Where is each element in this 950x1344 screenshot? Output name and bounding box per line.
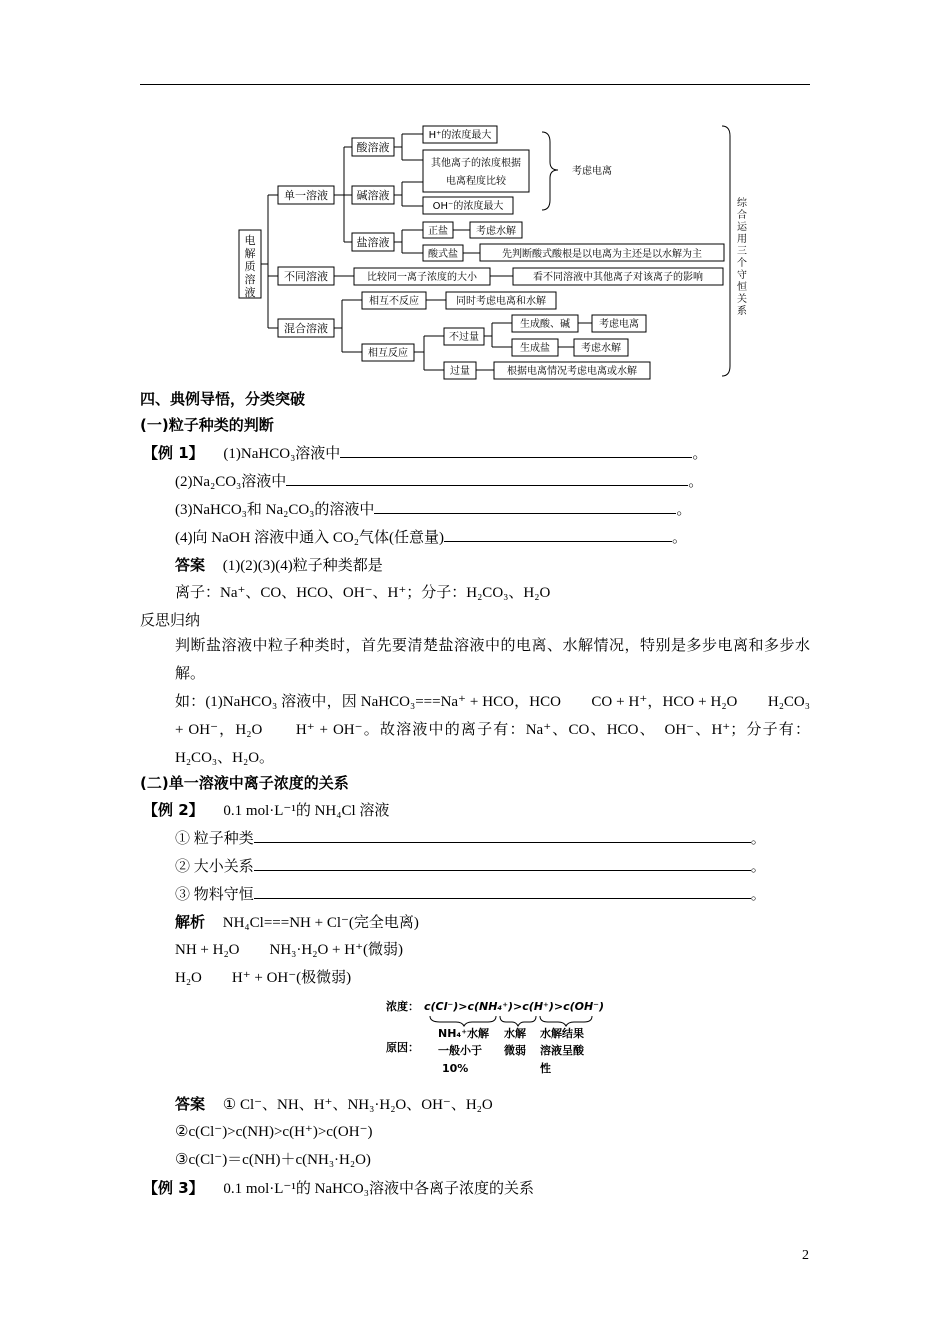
- diagram-gen-acid-base-result: 考虑电离: [599, 319, 639, 330]
- reflect-paragraph-2: 如：(1)NaHCO₃ 溶液中，因 NaHCO₃===Na⁺ + HCO，HCO CO + H⁺，HCO + H₂O H₂CO₃ + OH⁻，H₂O H⁺ + OH⁻。故溶液中的离子有：Na⁺、CO、HCO、 OH⁻、H⁺；分子有：H₂CO₃、H₂O。: [175, 694, 810, 766]
- period: 。: [688, 474, 704, 490]
- period: 。: [676, 502, 692, 518]
- diagram-compare: 比较同一离子浓度的大小: [367, 272, 477, 283]
- ex2-stem-line: [143, 800, 389, 821]
- diagram-root-char: 质: [244, 260, 256, 273]
- reflect-paragraph-1: 判断盐溶液中粒子种类时，首先要清楚盐溶液中的电离、水解情况，特别是多步电离和多步水解。: [175, 638, 810, 682]
- diagram-root-char: 解: [244, 247, 256, 260]
- ex2-answer-line: [175, 1094, 493, 1115]
- reason-3a: 水解结果: [540, 1027, 584, 1040]
- period: 。: [750, 831, 766, 847]
- diagram-no-react-result: 同时考虑电离和水解: [456, 296, 546, 307]
- diagram-gen-salt: 生成盐: [520, 343, 550, 354]
- diagram-oh-max: OH⁻的浓度最大: [432, 201, 504, 212]
- period: 。: [750, 859, 766, 875]
- diagram-acid-salt: 酸式盐: [428, 249, 458, 260]
- diagram-salt: 盐溶液: [356, 236, 390, 249]
- answer-blank[interactable]: [444, 527, 672, 542]
- ex2-label: 【例 2】: [143, 801, 204, 819]
- ex2-q2: ② 大小关系: [175, 859, 254, 875]
- svg-text:合: 合: [737, 210, 747, 221]
- diagram-h-max: H⁺的浓度最大: [428, 130, 492, 141]
- reason-1c: 10%: [442, 1062, 469, 1075]
- ex2-answer-3: ③c(Cl⁻)＝c(NH)＋c(NH₃·H₂O): [175, 1152, 371, 1168]
- ex1-q1-line: [143, 443, 707, 464]
- ex1-label: 【例 1】: [143, 444, 204, 462]
- diagram-acid: 酸溶液: [356, 141, 390, 154]
- diagram-mixed: 混合溶液: [284, 322, 328, 335]
- ex2-analysis-label: 解析: [175, 913, 206, 931]
- diagram-not-excess: 不过量: [449, 332, 479, 343]
- reflect-title: 反思归纳: [140, 613, 201, 629]
- svg-text:运: 运: [737, 222, 747, 233]
- ex2-answer-2: ②c(Cl⁻)>c(NH)>c(H⁺)>c(OH⁻): [175, 1124, 373, 1140]
- diagram-gen-acid-base: 生成酸、碱: [520, 319, 570, 330]
- ex2-analysis-2: NH + H₂O NH₃·H₂O + H⁺(微弱): [175, 942, 404, 958]
- ex2-q1: ① 粒子种类: [175, 831, 254, 847]
- diagram-consider-ionization: 考虑电离: [572, 166, 612, 177]
- answer-blank[interactable]: [374, 499, 676, 514]
- sub1-title: (一)粒子种类的判断: [140, 416, 274, 434]
- diagram-single: 单一溶液: [284, 189, 328, 202]
- ex2-analysis-line: [175, 912, 419, 933]
- reason-3b: 溶液呈酸: [540, 1044, 584, 1057]
- ex1-answer-label: 答案: [175, 556, 206, 574]
- ex1-q2-line: [175, 471, 703, 492]
- answer-blank[interactable]: [254, 884, 751, 899]
- diagram-compare-result: 看不同溶液中其他离子对该离子的影响: [533, 272, 703, 283]
- sub2-title: (二)单一溶液中离子浓度的关系: [140, 774, 349, 792]
- ex2-analysis-1: NH₄Cl===NH + Cl⁻(完全电离): [222, 915, 419, 931]
- reason-3c: 性: [540, 1062, 551, 1075]
- answer-blank[interactable]: [286, 471, 688, 486]
- ex2-stem: 0.1 mol·L⁻¹的 NH₄Cl 溶液: [223, 803, 390, 819]
- reason-label: 原因：: [386, 1041, 419, 1054]
- ex1-answer-2: 离子：Na⁺、CO、HCO、OH⁻、H⁺；分子：H₂CO₃、H₂O: [175, 585, 551, 601]
- electrolyte-flow-diagram: [230, 120, 760, 382]
- diagram-root-char: 电: [244, 234, 256, 247]
- ex2-q1-line: [175, 828, 766, 849]
- diagram-no-react: 相互不反应: [369, 296, 419, 307]
- reason-2b: 微弱: [504, 1044, 526, 1057]
- ex1-q1: (1)NaHCO₃溶液中: [223, 446, 341, 462]
- ex1-answer-line: [175, 555, 383, 576]
- concentration-figure: [380, 996, 610, 1082]
- diagram-acid-salt-result: 先判断酸式酸根是以电离为主还是以水解为主: [502, 249, 702, 260]
- svg-text:守: 守: [737, 270, 747, 281]
- svg-text:个: 个: [737, 258, 747, 269]
- reason-1b: 一般小于: [438, 1044, 482, 1057]
- conc-label: 浓度：: [386, 1000, 419, 1013]
- svg-text:关: 关: [737, 294, 747, 305]
- reason-2a: 水解: [504, 1027, 526, 1040]
- diagram-root-char: 液: [244, 286, 256, 299]
- ex2-q3: ③ 物料守恒: [175, 887, 254, 903]
- reason-1a: NH₄⁺水解: [438, 1027, 490, 1040]
- ex1-q3: (3)NaHCO₃和 Na₂CO₃的溶液中: [175, 502, 375, 518]
- svg-text:恒: 恒: [737, 282, 747, 293]
- diagram-normal-salt: 正盐: [428, 226, 448, 237]
- answer-blank[interactable]: [340, 443, 692, 458]
- diagram-other-ions-2: 电离程度比较: [446, 176, 506, 187]
- ex2-answer-label: 答案: [175, 1095, 206, 1113]
- ex2-answer-1: ① Cl⁻、NH、H⁺、NH₃·H₂O、OH⁻、H₂O: [222, 1097, 493, 1113]
- diagram-different: 不同溶液: [284, 270, 328, 283]
- answer-blank[interactable]: [254, 828, 751, 843]
- diagram-other-ions-1: 其他离子的浓度根据: [431, 158, 521, 169]
- ex1-q4-line: [175, 527, 687, 548]
- diagram-base: 碱溶液: [356, 189, 390, 202]
- ex2-q3-line: [175, 884, 766, 905]
- diagram-root-char: 溶: [244, 273, 256, 286]
- ex1-q4: (4)向 NaOH 溶液中通入 CO₂气体(任意量): [175, 530, 444, 546]
- ex3-label: 【例 3】: [143, 1179, 204, 1197]
- ex3-line: [143, 1178, 534, 1199]
- diagram-react: 相互反应: [368, 348, 408, 359]
- answer-blank[interactable]: [254, 856, 751, 871]
- svg-text:用: 用: [737, 234, 747, 245]
- period: 。: [671, 530, 687, 546]
- period: 。: [692, 446, 708, 462]
- page-number: 2: [802, 1248, 809, 1263]
- svg-text:综: 综: [737, 198, 747, 209]
- period: 。: [750, 887, 766, 903]
- diagram-consider-hydrolysis: 考虑水解: [476, 226, 516, 237]
- svg-text:三: 三: [737, 246, 747, 257]
- ex1-answer-1: (1)(2)(3)(4)粒子种类都是: [222, 558, 383, 574]
- ex1-q3-line: [175, 499, 691, 520]
- svg-text:系: 系: [737, 306, 747, 317]
- ex3-stem: 0.1 mol·L⁻¹的 NaHCO₃溶液中各离子浓度的关系: [223, 1181, 534, 1197]
- section4-title: 四、典例导悟，分类突破: [140, 390, 306, 408]
- conc-expression: c(Cl⁻)>c(NH₄⁺)>c(H⁺)>c(OH⁻): [424, 1000, 605, 1013]
- diagram-excess-result: 根据电离情况考虑电离或水解: [507, 366, 637, 377]
- ex2-q2-line: [175, 856, 766, 877]
- diagram-side-label: [737, 196, 748, 317]
- ex2-analysis-3: H₂O H⁺ + OH⁻(极微弱): [175, 970, 352, 986]
- header-rule: [140, 84, 810, 85]
- diagram-excess: 过量: [450, 366, 470, 377]
- ex1-q2: (2)Na₂CO₃溶液中: [175, 474, 287, 490]
- diagram-gen-salt-result: 考虑水解: [581, 343, 621, 354]
